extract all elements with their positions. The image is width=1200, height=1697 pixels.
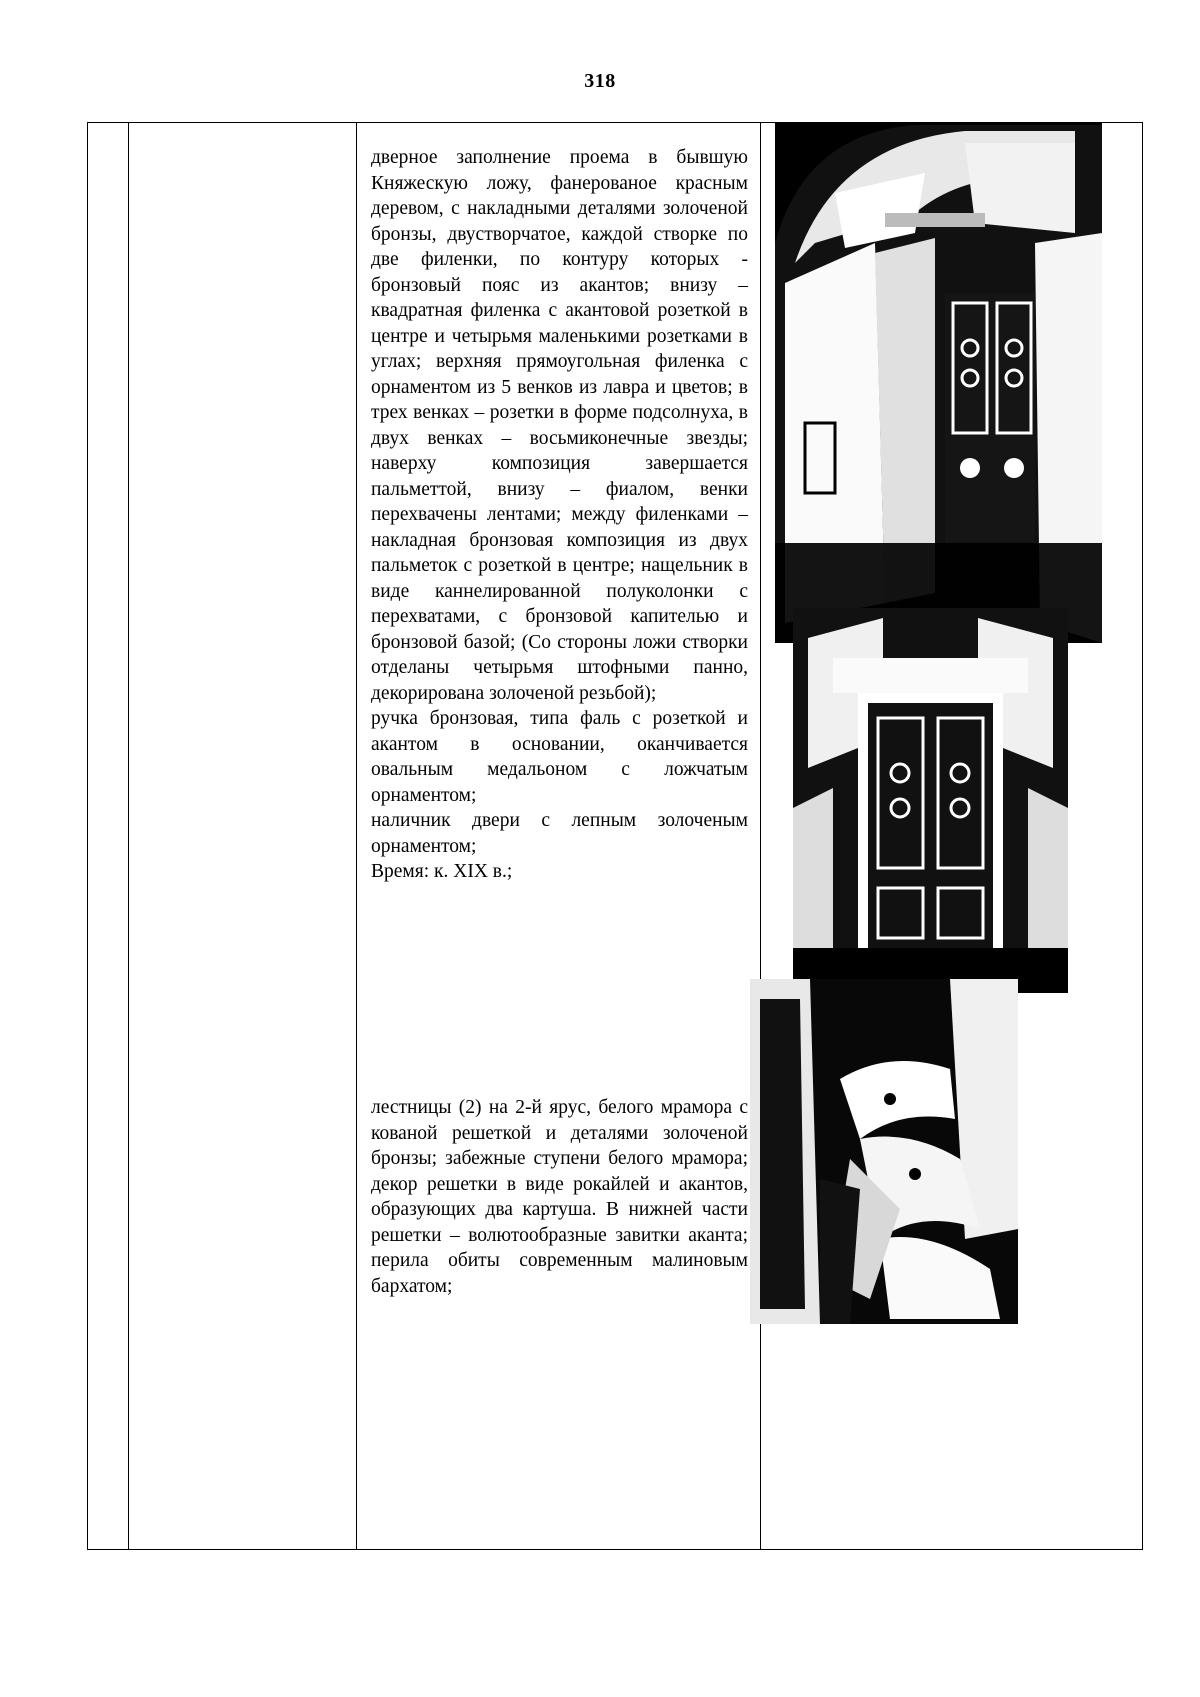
door-handle-description: ручка бронзовая, типа фаль с розеткой и акантом в основании, оканчивается овальным медальоном с ложчатым орнаментом; xyxy=(371,708,748,806)
column-divider-3 xyxy=(760,123,761,1549)
page-number: 318 xyxy=(584,70,616,92)
door-casing-description: наличник двери с лепным золоченым орнаментом; xyxy=(371,810,748,857)
dating-text: Время: к. XIX в.; xyxy=(371,861,513,882)
door-description: дверное заполнение проема в бывшую Княжескую ложу, фанерованое красным деревом, с накладными деталями золоченой бронзы, двустворчатое, каждой створке по две филенки, по контуру которых - бронзовый пояс из акантов; внизу – квадратная филенка с акантовой розеткой в центре и четырьмя маленькими розетками в углах; верхняя прямоугольная филенка с орнаментом из 5 венков из лавра и цветов; в трех венках – розетки в форме подсолнуха, в двух венках – восьмиконечные звезды; наверху композиция завершается пальметтой, внизу – фиалом, венки перехвачены лентами; между филенками – накладная бронзовая композиция из двух пальметок с розеткой в центре; нащельник в виде каннелированной полуколонки с перехватами, с бронзовой капителью и бронзовой базой; (Со стороны ложи створки отделаны четырьмя штофными панно, декорирована золоченой резьбой); xyxy=(371,147,748,704)
photo-box-door-interior xyxy=(775,123,1102,643)
description-cell-1 xyxy=(371,145,748,885)
photo-box-door-closeup xyxy=(793,608,1068,993)
column-divider-2 xyxy=(356,123,357,1549)
photo-box-staircase xyxy=(750,979,1018,1324)
inventory-table xyxy=(87,122,1143,1550)
column-divider-1 xyxy=(128,123,129,1549)
staircase-description: лестницы (2) на 2-й ярус, белого мрамора с кованой решеткой и деталями золоченой бронзы; забежные ступени белого мрамора; декор решетки в виде рокайлей и акантов, образующих два картуша. В нижней части решетки – волютообразные завитки аканта; перила обиты современным малиновым бархатом; xyxy=(371,1097,748,1297)
